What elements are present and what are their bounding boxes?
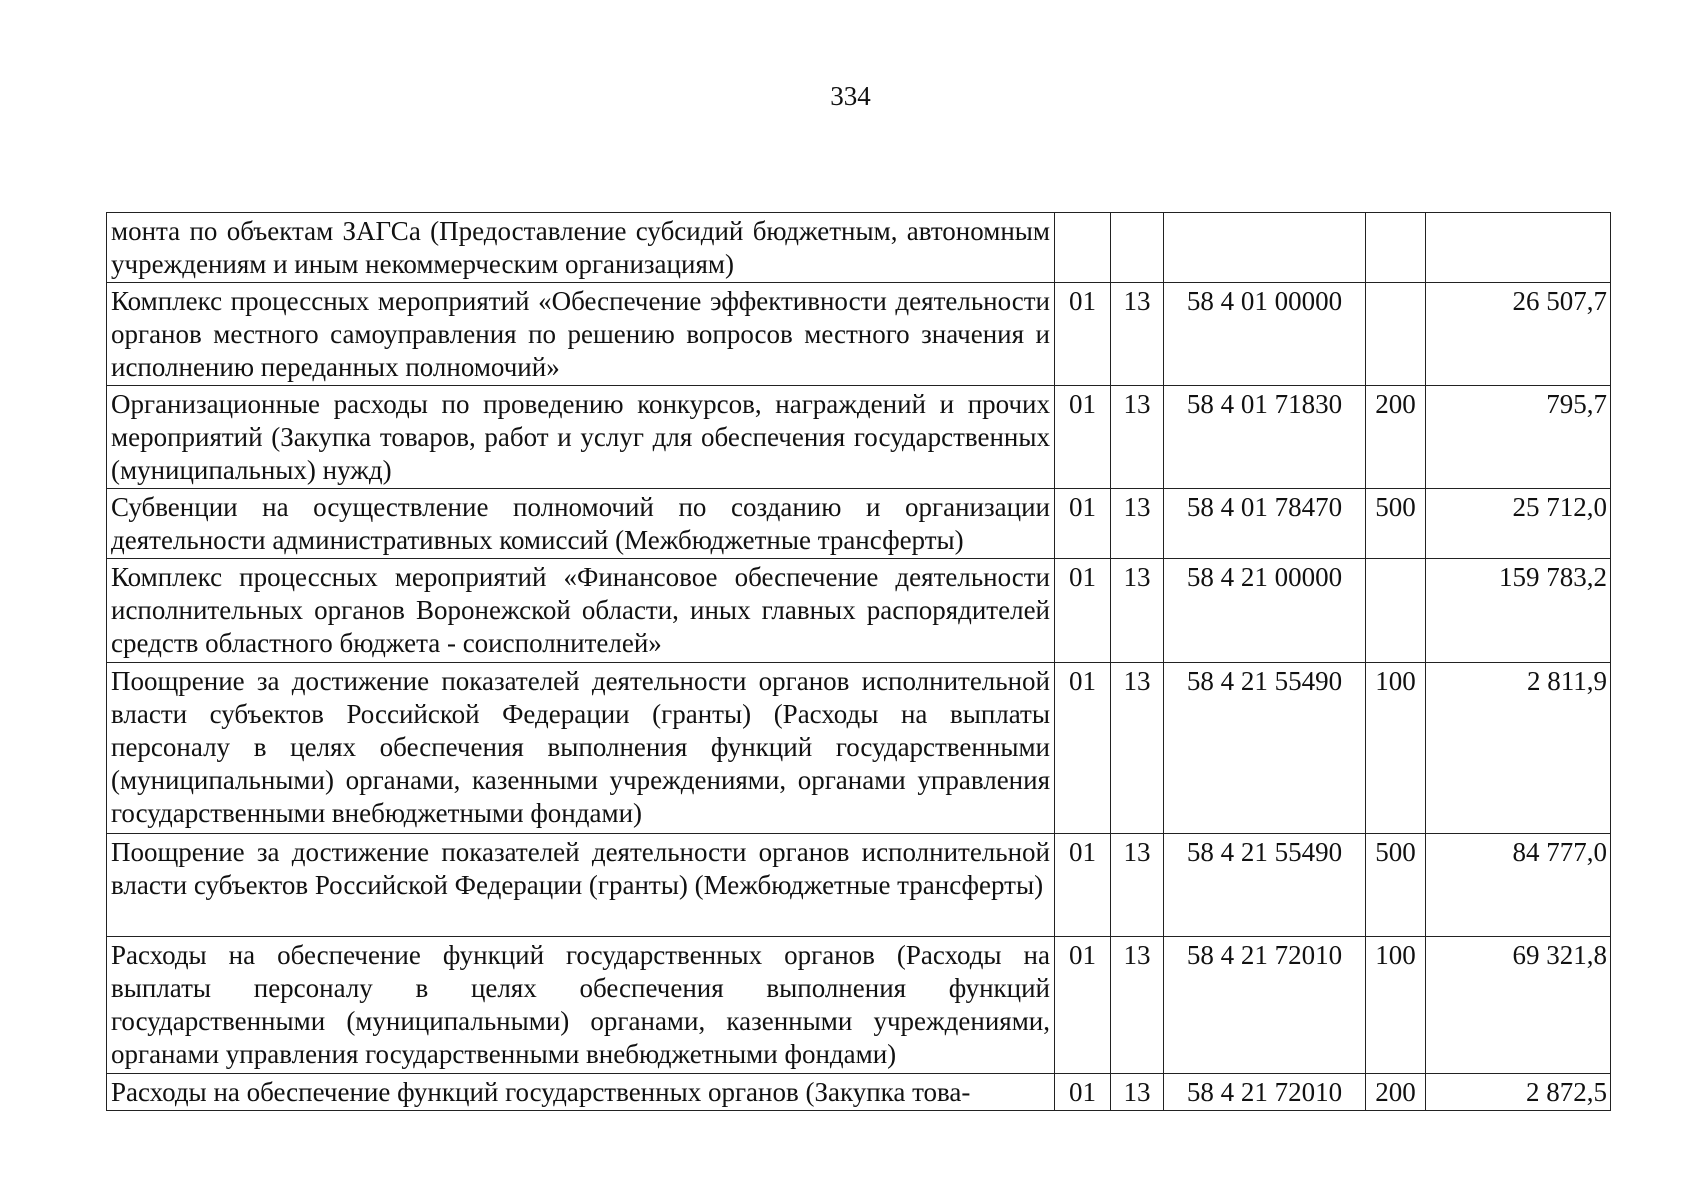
section-code <box>1055 213 1111 283</box>
target-article-code: 58 4 01 71830 <box>1164 386 1366 489</box>
table-row <box>107 489 1611 559</box>
amount: 69 321,8 <box>1426 937 1611 1074</box>
target-article-code: 58 4 01 00000 <box>1164 283 1366 386</box>
subsection-code: 13 <box>1111 283 1164 386</box>
section-code: 01 <box>1055 489 1111 559</box>
amount: 795,7 <box>1426 386 1611 489</box>
subsection-code: 13 <box>1111 559 1164 663</box>
subsection-code <box>1111 213 1164 283</box>
amount: 2 872,5 <box>1426 1074 1611 1111</box>
amount <box>1426 213 1611 283</box>
subsection-code: 13 <box>1111 386 1164 489</box>
table-row <box>107 386 1611 489</box>
budget-table <box>106 212 1611 1111</box>
expense-type-code: 100 <box>1366 663 1426 834</box>
amount: 2 811,9 <box>1426 663 1611 834</box>
expense-type-code <box>1366 283 1426 386</box>
section-code: 01 <box>1055 663 1111 834</box>
table-row <box>107 937 1611 1074</box>
row-description: Организационные расходы по проведению конкурсов, награждений и прочих мероприятий (Закупка товаров, работ и услуг для обеспечения государственных (муниципальных) нужд) <box>107 386 1055 489</box>
amount: 25 712,0 <box>1426 489 1611 559</box>
page-number: 334 <box>830 81 871 111</box>
target-article-code: 58 4 21 55490 <box>1164 834 1366 937</box>
table-row <box>107 1074 1611 1111</box>
row-description: Расходы на обеспечение функций государственных органов (Расходы на выплаты персоналу в целях обеспечения выполнения функций государственными (муниципальными) органами, казенными учреждениями, органами управления государственными внебюджетными фондами) <box>107 937 1055 1074</box>
row-description: Комплекс процессных мероприятий «Обеспечение эффективности деятельности органов местного самоуправления по решению вопросов местного значения и исполнению переданных полномочий» <box>107 283 1055 386</box>
section-code: 01 <box>1055 834 1111 937</box>
target-article-code: 58 4 21 72010 <box>1164 937 1366 1074</box>
subsection-code: 13 <box>1111 1074 1164 1111</box>
row-description: Поощрение за достижение показателей деятельности органов исполнительной власти субъектов Российской Федерации (гранты) (Расходы на выплаты персоналу в целях обеспечения выполнения функций государственными (муниципальными) органами, казенными учреждениями, органами управления государственными внебюджетными фондами) <box>107 663 1055 834</box>
target-article-code: 58 4 21 72010 <box>1164 1074 1366 1111</box>
expense-type-code: 500 <box>1366 489 1426 559</box>
expense-type-code: 200 <box>1366 1074 1426 1111</box>
subsection-code: 13 <box>1111 937 1164 1074</box>
table-row <box>107 834 1611 937</box>
target-article-code: 58 4 21 00000 <box>1164 559 1366 663</box>
target-article-code: 58 4 01 78470 <box>1164 489 1366 559</box>
subsection-code: 13 <box>1111 489 1164 559</box>
amount: 159 783,2 <box>1426 559 1611 663</box>
section-code: 01 <box>1055 937 1111 1074</box>
section-code: 01 <box>1055 386 1111 489</box>
subsection-code: 13 <box>1111 663 1164 834</box>
table-row <box>107 559 1611 663</box>
expense-type-code: 500 <box>1366 834 1426 937</box>
expense-type-code <box>1366 213 1426 283</box>
subsection-code: 13 <box>1111 834 1164 937</box>
section-code: 01 <box>1055 1074 1111 1111</box>
row-description: Расходы на обеспечение функций государственных органов (Закупка това- <box>107 1074 1055 1111</box>
amount: 84 777,0 <box>1426 834 1611 937</box>
table-row <box>107 283 1611 386</box>
row-description: Комплекс процессных мероприятий «Финансовое обеспечение деятельности исполнительных органов Воронежской области, иных главных распорядителей средств областного бюджета - соисполнителей» <box>107 559 1055 663</box>
expense-type-code <box>1366 559 1426 663</box>
row-description: Субвенции на осуществление полномочий по созданию и организации деятельности административных комиссий (Межбюджетные трансферты) <box>107 489 1055 559</box>
table-row <box>107 663 1611 834</box>
expense-type-code: 200 <box>1366 386 1426 489</box>
row-description: Поощрение за достижение показателей деятельности органов исполнительной власти субъектов Российской Федерации (гранты) (Межбюджетные трансферты) <box>107 834 1055 937</box>
expense-type-code: 100 <box>1366 937 1426 1074</box>
target-article-code: 58 4 21 55490 <box>1164 663 1366 834</box>
table-row <box>107 213 1611 283</box>
section-code: 01 <box>1055 283 1111 386</box>
section-code: 01 <box>1055 559 1111 663</box>
amount: 26 507,7 <box>1426 283 1611 386</box>
target-article-code <box>1164 213 1366 283</box>
row-description: монта по объектам ЗАГСа (Предоставление субсидий бюджетным, автономным учреждениям и иным некоммерческим организациям) <box>107 213 1055 283</box>
